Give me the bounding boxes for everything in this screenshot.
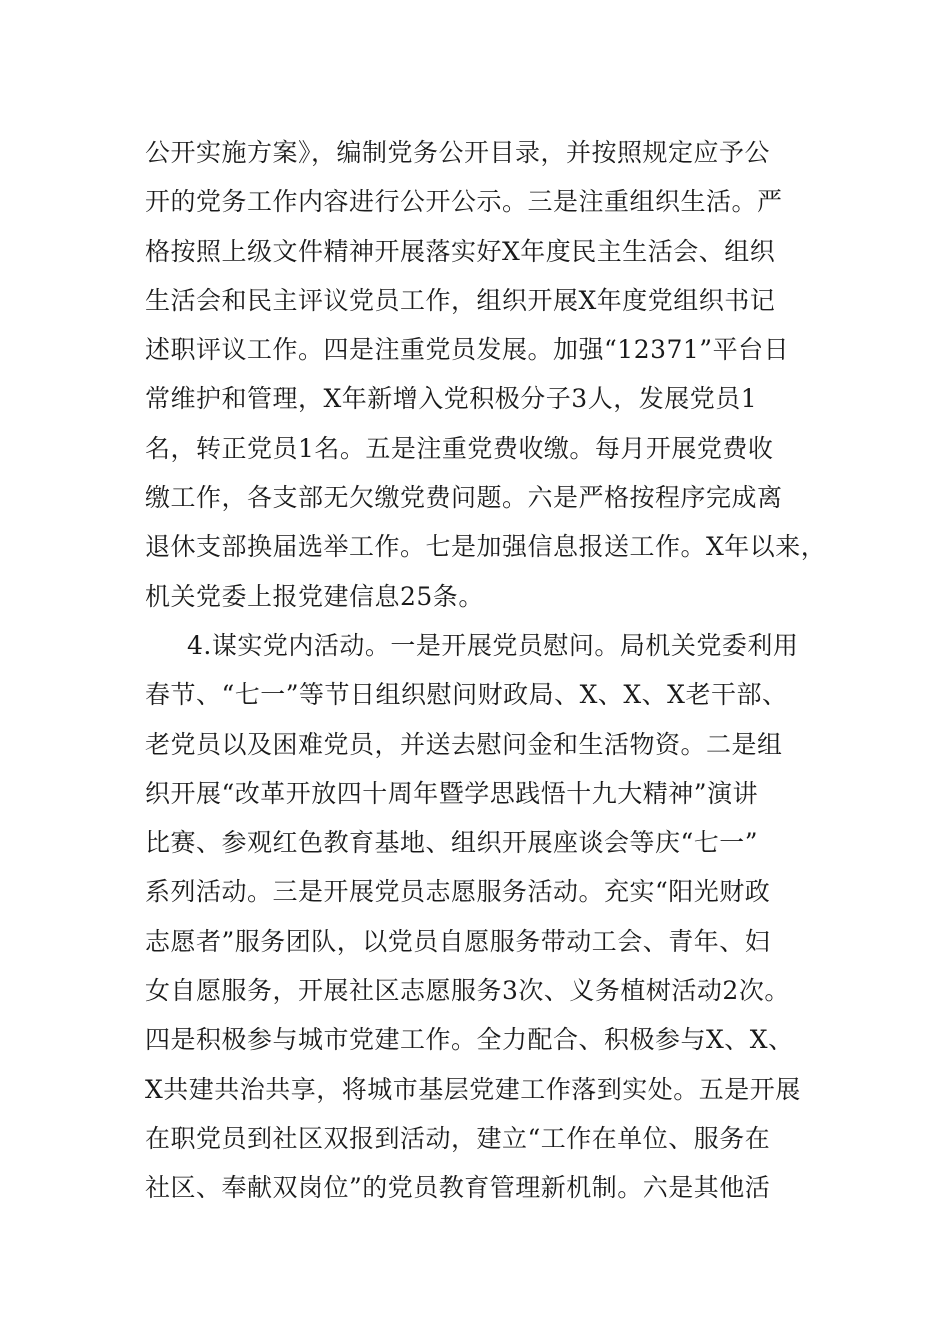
text-line: 格按照上级文件精神开展落实好X年度民主生活会、组织 xyxy=(145,236,776,266)
text-line: 系列活动。三是开展党员志愿服务活动。充实“阳光财政 xyxy=(145,877,771,907)
text-line: 女自愿服务，开展社区志愿服务3次、义务植树活动2次。 xyxy=(145,976,790,1006)
text-line: 春节、“七一”等节日组织慰问财政局、X、X、X老干部、 xyxy=(145,680,788,710)
text-line: 常维护和管理，X年新增入党积极分子3人，发展党员1 xyxy=(145,384,758,414)
text-line: 在职党员到社区双报到活动，建立“工作在单位、服务在 xyxy=(145,1123,771,1153)
paragraph-start-line: 4.谋实党内活动。一是开展党员慰问。局机关党委利用 xyxy=(187,630,799,660)
text-line: 退休支部换届选举工作。七是加强信息报送工作。X年以来， xyxy=(145,532,827,562)
text-line: 缴工作，各支部无欠缴党费问题。六是严格按程序完成离 xyxy=(145,483,783,513)
text-line: 四是积极参与城市党建工作。全力配合、积极参与X、X、 xyxy=(145,1025,794,1055)
text-line: 生活会和民主评议党员工作，组织开展X年度党组织书记 xyxy=(145,285,776,315)
text-line: 述职评议工作。四是注重党员发展。加强“12371”平台日 xyxy=(145,335,790,365)
text-line: 名，转正党员1名。五是注重党费收缴。每月开展党费收 xyxy=(145,433,774,463)
document-body xyxy=(145,128,835,1213)
text-line: 机关党委上报党建信息25条。 xyxy=(145,581,484,611)
text-line: 老党员以及困难党员，并送去慰问金和生活物资。二是组 xyxy=(145,729,783,759)
text-line: X共建共治共享，将城市基层党建工作落到实处。五是开展 xyxy=(145,1074,801,1104)
text-line: 社区、奉献双岗位”的党员教育管理新机制。六是其他活 xyxy=(145,1173,771,1203)
text-line: 开的党务工作内容进行公开公示。三是注重组织生活。严 xyxy=(145,187,783,217)
text-line: 织开展“改革开放四十周年暨学思践悟十九大精神”演讲 xyxy=(145,778,759,808)
text-line: 公开实施方案》，编制党务公开目录，并按照规定应予公 xyxy=(145,138,771,167)
text-line: 志愿者”服务团队，以党员自愿服务带动工会、青年、妇 xyxy=(145,926,771,956)
text-line: 比赛、参观红色教育基地、组织开展座谈会等庆“七一” xyxy=(145,828,759,858)
